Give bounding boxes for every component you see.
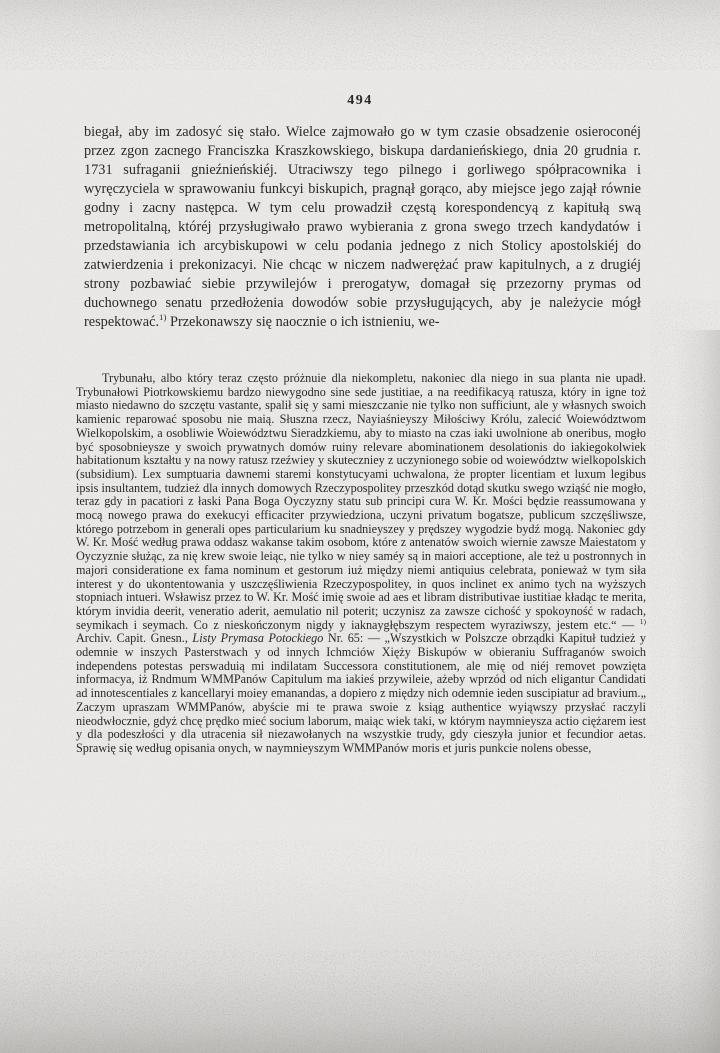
footnote-reference-marker: 1): [159, 312, 167, 323]
scan-shading-bottom: [0, 865, 720, 1053]
scan-shading-right: [674, 330, 720, 1053]
body-text-before-reference: biegał, aby im zadosyć się stało. Wielce zajmowało go w tym czasie obsadzenie osieroconéj przez zgon zacnego Franciszka Kraszkowskiego, biskupa dardanieńskiego, dnia 20 grudnia r. 1731 sufraganii gnieźnieńskiéj. Utraciwszy tego pilnego i gorliwego spółpracownika i wyręczyciela w sprawowaniu funkcyi biskupich, pragnął gorąco, aby miejsce jego zajął równie godny i zacny następca. W tym celu prowadził częstą korespondencyą z kapitułą swą metropolitalną, któréj przysługiwało prawo wybierania z grona swego trzech kandydatów i przedstawiania ich arcybiskupowi w celu podania jednego z nich Stolicy apostolskiéj do zatwierdzenia i prekonizacyi. Nie chcąc w niczem nadwerężać praw kapitulnych, a z drugiéj strony pozbawiać siebie przywilejów i prerogatyw, domagał się przezorny prymas od duchownego senatu przedłożenia dowodów sobie przysługujących, aby je należycie mógł respektować.: [84, 124, 641, 330]
body-text-after-reference: Przekonawszy się naocznie o ich istnieniu, we-: [166, 314, 440, 330]
body-paragraph: [84, 123, 641, 332]
footnote-citation-number: Nr. 65: —: [323, 631, 385, 646]
scan-shading-top: [0, 0, 720, 60]
page-number: 494: [347, 93, 373, 108]
footnote-quoted-letter: „Wszystkich w Polszcze obrządki Kapituł tudzież y odemnie w inszych Pasterstwach y od innych Ichmciów Xięży Biskupów w obieraniu Suffraganów swoich independens potestas perswaduią mi indilatam Successora constitutionem, ale mię od niéj removet powzięta informacya, iż Rndmum WMMPanów Capitulum ma iakieś przywileie, ażeby wprzód od nich eligantur Candidati ad innotescentiales z kancellaryi moiey emanandas, a dopiero z między nich odemnie ieden suscipiatur ad bravium.„ Zaczym upraszam WMMPanów, abyście mi te prawa swoie z ksiąg authentice wyiąwszy przysłać raczyli nieodwłocznie, gdyż chcę prędko mieć socium laborum, maiąc wiek taki, w którym naymnieysza actio ciężarem iest y dla podeszłości y dla utracenia sił niezawołanych na wszystkie trudy, gdy cieszyła junior et fecundior aetas. Sprawię się według opisania onych, w naymnieyszym WMMPanów moris et juris punkcie nolens obesse,: [76, 631, 646, 755]
footnote-block: [76, 372, 646, 756]
footnote-citation-source: Archiv. Capit. Gnesn.,: [76, 631, 193, 646]
footnote-citation-title: Listy Prymasa Potockiego: [192, 631, 324, 646]
footnote-continuation-text: Trybunału, albo który teraz często próżnuie dla niekompletu, nakoniec dla niego in sua planta nie upadł. Trybunałowi Piotrkowskiemu bardzo niewygodno sine sede justitiae, a na reedifikacyą ratusza, który in igne toż miasto niedawno do szczętu vastante, spalił się y sami mieszczanie nie tylko non sufficiunt, ale y własnych swoich kamienic reparować sposobu nie maią. Słuszna rzecz, Nayiaśnieyszy Miłościwy Królu, zalecić Woiewództwom Wielkopolskim, a osobliwie Woiewództwu Sieradzkiemu, aby to miasto na czas iaki uwolnione ab oneribus, mogło być sposobnieysze y swoich prywatnych domów ruiny relevare abominationem desolationis do iakiegokolwiek habitationum kształtu y na nowy ratusz rzeźwiey y skuteczniey z uczynionego sobie od woiewództw wielkopolskich (subsidium). Lex sumptuaria dawnemi staremi konstytucyami uchwalona, że propter licentiam et luxum legibus ipsis insultantem, tudzież dla innych domowych Rzeczypospolitey przeszkód dotąd skutku swego wziąść nie mogło, teraz gdy in pacatiori z łaski Pana Boga Oyczyzny statu sub principi cura W. Kr. Mości będzie reassumowana y mocą nowego prawa do exekucyi efficaciter przywiedziona, uczyni privatum bogatsze, publicum szczęśliwsze, którego potrzebom in generali opes particularium ku snadnieyszey y prędszey wygodzie bydź mogą. Nakoniec gdy W. Kr. Mość według prawa oddasz wakanse takim osobom, które z antenatów swoich wiernie zawsze Maiestatom y Oyczyznie służąc, za nię krew swoie leiąc, nie tylko w niey saméy są in maiori acceptione, ale też u postronnych in majori consideratione ex fama nominum et gestorum iuż między niemi antiquius celebrata, ponieważ w tym siła interest y do ukontentowania y uszczęśliwienia Rzeczypospolitey, in quos inclinet ex animo tych na wyższych stopniach intueri. Wsławisz przez to W. Kr. Mość imię swoie ad aes et libram distributivae iustitiae kładąc te merita, którym invidia deerit, veneratio aderit, aemulatio nil poterit; uczynisz za zawsze cichość y spokoyność w radach, seymikach i seymach. Co z nieskończonym nigdy y iaknaygłębszym respectem wyraziwszy, jestem etc.“ —: [76, 371, 646, 632]
footnote-number-marker: 1): [639, 616, 646, 626]
